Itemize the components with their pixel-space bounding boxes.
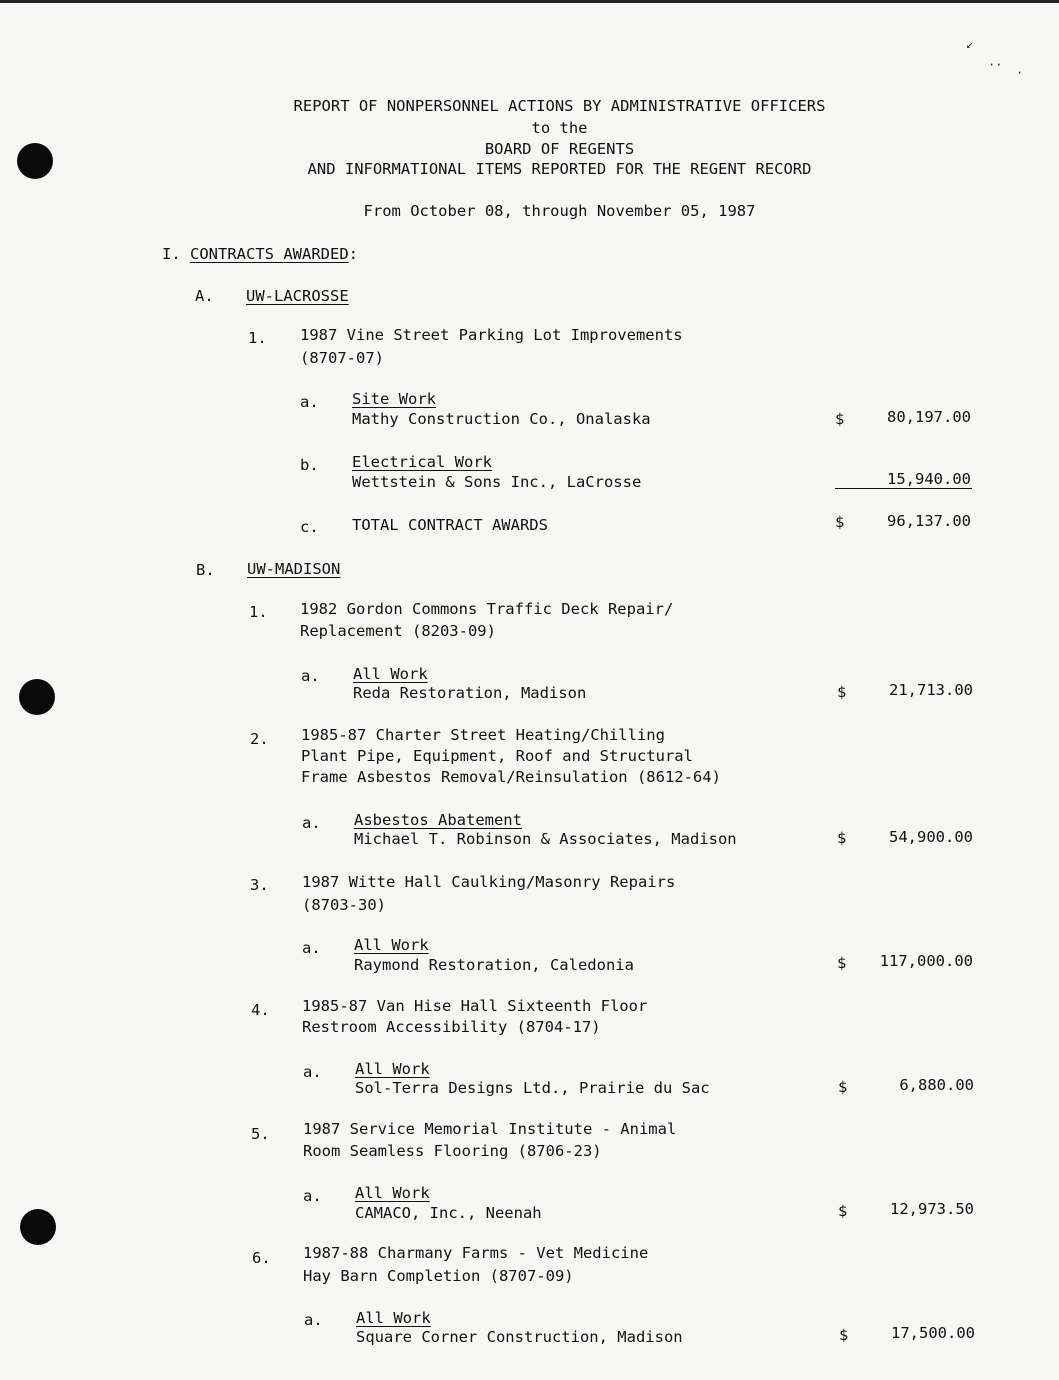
dollar-sign: $: [837, 829, 847, 847]
project-title: (8703-30): [302, 896, 386, 914]
contract-letter: a.: [302, 814, 321, 832]
dollar-sign: $: [835, 410, 845, 428]
work-type: All Work: [353, 665, 428, 683]
project-title: Room Seamless Flooring (8706-23): [303, 1142, 602, 1160]
project-title: 1985-87 Van Hise Hall Sixteenth Floor: [302, 997, 648, 1015]
total-label: TOTAL CONTRACT AWARDS: [352, 516, 548, 534]
scan-speck: ·: [1016, 66, 1024, 80]
contract-amount: 15,940.00: [887, 470, 971, 488]
section-heading: [162, 245, 358, 263]
work-type: Site Work: [352, 390, 436, 408]
project-number: 1.: [249, 603, 268, 621]
contract-letter: a.: [303, 1063, 322, 1081]
project-title: Restroom Accessibility (8704-17): [302, 1018, 601, 1036]
contract-letter: a.: [304, 1311, 323, 1329]
contract-letter: a.: [300, 393, 319, 411]
project-title: 1987 Vine Street Parking Lot Improvements: [300, 326, 683, 344]
dollar-sign: $: [835, 513, 845, 531]
contract-letter: c.: [300, 518, 319, 536]
contractor: Reda Restoration, Madison: [353, 684, 587, 702]
project-title: 1985-87 Charter Street Heating/Chilling: [301, 726, 665, 744]
work-type: Electrical Work: [352, 453, 492, 471]
subsection-letter: B.: [196, 561, 215, 579]
contract-amount: 117,000.00: [879, 952, 973, 970]
section-title: CONTRACTS AWARDED: [190, 245, 349, 263]
scan-speck: ··: [988, 58, 1003, 72]
contractor: CAMACO, Inc., Neenah: [355, 1204, 542, 1222]
contract-letter: a.: [302, 939, 321, 957]
dollar-sign: $: [838, 1078, 848, 1096]
work-type: Asbestos Abatement: [354, 811, 522, 829]
work-type: All Work: [355, 1060, 430, 1078]
institution-name: UW-LACROSSE: [246, 287, 349, 305]
report-title-line-4: AND INFORMATIONAL ITEMS REPORTED FOR THE REGENT RECORD: [307, 160, 812, 178]
project-title: Hay Barn Completion (8707-09): [303, 1267, 574, 1285]
contractor: Raymond Restoration, Caledonia: [354, 956, 634, 974]
contract-letter: a.: [303, 1187, 322, 1205]
contract-amount: 80,197.00: [887, 408, 971, 426]
subtotal-rule: [835, 488, 972, 489]
report-title-line-2: to the: [531, 119, 588, 137]
total-amount: 96,137.00: [887, 512, 971, 530]
project-title: Replacement (8203-09): [300, 622, 496, 640]
contractor: Mathy Construction Co., Onalaska: [352, 410, 651, 428]
institution-name: UW-MADISON: [247, 560, 341, 578]
project-number: 1.: [248, 329, 267, 347]
dollar-sign: $: [837, 954, 847, 972]
contract-amount: 6,880.00: [899, 1076, 974, 1094]
scan-speck: ↙: [966, 37, 974, 51]
report-title-line-3: BOARD OF REGENTS: [484, 140, 635, 158]
contractor: Square Corner Construction, Madison: [356, 1328, 683, 1346]
project-title: 1987 Witte Hall Caulking/Masonry Repairs: [302, 873, 676, 891]
contract-amount: 12,973.50: [890, 1200, 974, 1218]
report-period: From October 08, through November 05, 1987: [363, 202, 756, 220]
scan-top-edge: [0, 0, 1059, 3]
work-type: All Work: [354, 936, 429, 954]
project-title: Plant Pipe, Equipment, Roof and Structural: [301, 747, 693, 765]
work-type: All Work: [355, 1184, 430, 1202]
project-number: 3.: [250, 876, 269, 894]
contractor: Sol-Terra Designs Ltd., Prairie du Sac: [355, 1079, 710, 1097]
project-number: 6.: [252, 1249, 271, 1267]
project-number: 5.: [251, 1125, 270, 1143]
subsection-letter: A.: [195, 287, 214, 305]
dollar-sign: $: [839, 1326, 849, 1344]
project-number: 2.: [250, 730, 269, 748]
contractor: Michael T. Robinson & Associates, Madison: [354, 830, 737, 848]
contract-amount: 21,713.00: [889, 681, 973, 699]
project-title: Frame Asbestos Removal/Reinsulation (8612-64): [301, 768, 721, 786]
contract-letter: a.: [301, 667, 320, 685]
contract-letter: b.: [300, 456, 319, 474]
dollar-sign: $: [837, 683, 847, 701]
project-title: 1987-88 Charmany Farms - Vet Medicine: [303, 1244, 649, 1262]
project-number: 4.: [251, 1001, 270, 1019]
project-title: (8707-07): [300, 349, 384, 367]
punch-hole-middle: [19, 679, 55, 715]
work-type: All Work: [356, 1309, 431, 1327]
report-title-line-1: REPORT OF NONPERSONNEL ACTIONS BY ADMINISTRATIVE OFFICERS: [293, 97, 826, 115]
section-number: I.: [162, 245, 181, 263]
project-title: 1987 Service Memorial Institute - Animal: [303, 1120, 677, 1138]
project-title: 1982 Gordon Commons Traffic Deck Repair/: [300, 600, 674, 618]
dollar-sign: $: [838, 1202, 848, 1220]
punch-hole-bottom: [20, 1209, 56, 1245]
contract-amount: 17,500.00: [891, 1324, 975, 1342]
contract-amount: 54,900.00: [889, 828, 973, 846]
section-colon: :: [348, 245, 358, 263]
contractor: Wettstein & Sons Inc., LaCrosse: [352, 473, 642, 491]
